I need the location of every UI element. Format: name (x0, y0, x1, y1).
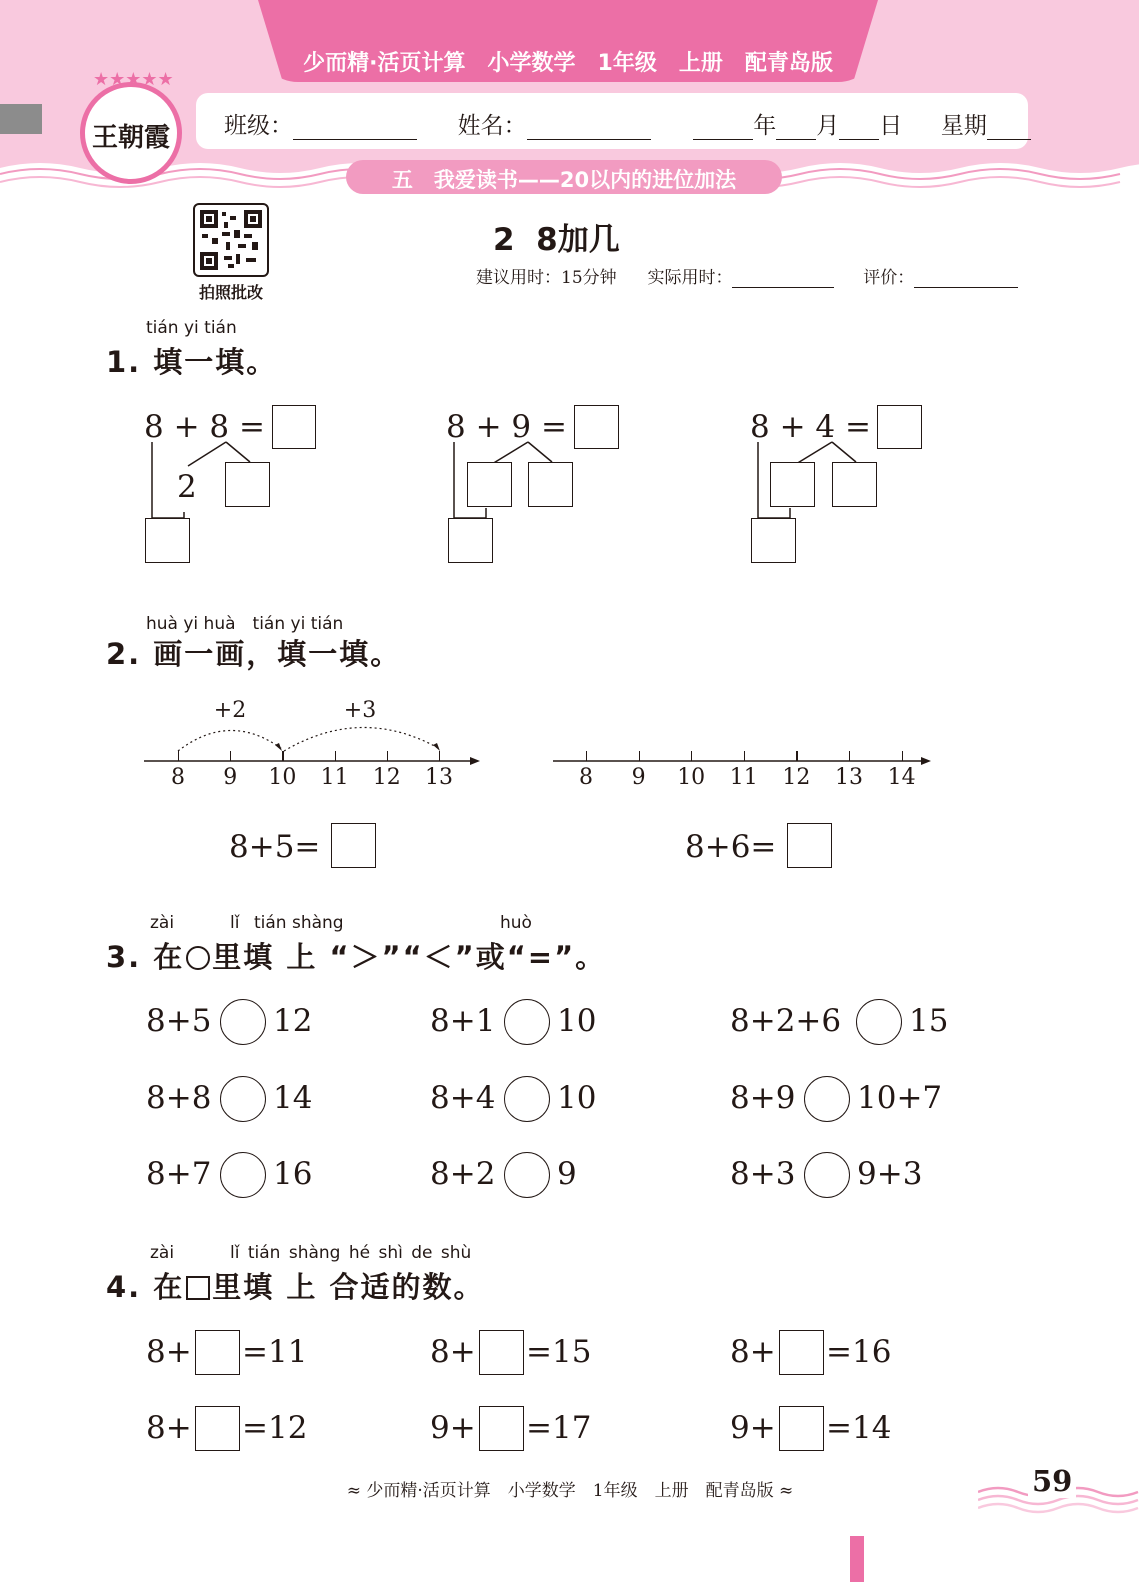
q3-compare-circle[interactable] (220, 1152, 266, 1198)
q3-right-expr: 10 (557, 1003, 597, 1039)
evaluation-label: 评价： (863, 268, 915, 288)
q1-split-box-2a[interactable] (467, 462, 512, 507)
q3-right-expr: 14 (273, 1080, 313, 1116)
q4-left-expr: 8+ (430, 1334, 476, 1370)
name-label: 姓名： (457, 113, 527, 139)
qr-caption: 拍照批改 (198, 283, 263, 302)
weekday-field[interactable] (987, 115, 1031, 140)
q2-right-tick (639, 751, 640, 761)
q3-right-expr: 12 (273, 1003, 313, 1039)
page-number: 59 (1028, 1464, 1076, 1498)
q2-left-tick (178, 751, 179, 761)
year-field[interactable] (693, 115, 753, 140)
circle-icon (186, 946, 210, 970)
q3-left-expr: 8+5 (146, 1003, 212, 1039)
q1-split-box-3b[interactable] (832, 462, 877, 507)
q3-left-expr: 8+2+6 (730, 1003, 842, 1039)
q1-answer-box-1[interactable] (272, 405, 316, 449)
q4-left-expr: 8+ (146, 1410, 192, 1446)
q1-sum-box-1[interactable] (145, 518, 190, 563)
qr-pattern (200, 210, 262, 270)
q3-compare-circle[interactable] (220, 1076, 266, 1122)
q3-pinyin-zai: zài (150, 913, 175, 933)
q3-pinyin-tianshang: tián shàng (254, 913, 344, 933)
day-label: 日 (879, 113, 903, 139)
q4-answer-box[interactable] (779, 1406, 824, 1451)
q2-right-tick-label: 10 (677, 765, 706, 790)
q4-title-b: 里填 上 合适的数。 (212, 1270, 485, 1304)
q2-right-tick (691, 751, 692, 761)
square-icon (186, 1276, 210, 1300)
q1-expr-3: 8 + 4 = (750, 409, 871, 445)
q2-right-tick (586, 751, 587, 761)
weekday-label: 星期 (940, 113, 987, 139)
q4-pinyin-zai: zài (150, 1243, 175, 1263)
q2-left-tick (387, 751, 388, 761)
q2-pinyin: huà yi huà tián yi tián (146, 614, 344, 634)
q2-jump-label-1: +2 (213, 698, 247, 723)
q2-right-tick-label: 14 (887, 765, 916, 790)
time-actual-label: 实际用时： (647, 268, 733, 288)
q3-left-expr: 8+7 (146, 1156, 212, 1192)
student-info-bar (196, 93, 1028, 149)
q1-sum-box-2[interactable] (448, 518, 493, 563)
lesson-title: 2 8加几 (493, 222, 620, 258)
q4-left-expr: 8+ (146, 1334, 192, 1370)
q2-left-expr: 8+5= (229, 829, 321, 865)
q3-compare-circle[interactable] (220, 999, 266, 1045)
q3-left-expr: 8+3 (730, 1156, 796, 1192)
q4-answer-box[interactable] (779, 1330, 824, 1375)
q3-left-expr: 8+8 (146, 1080, 212, 1116)
q2-right-answer-box[interactable] (787, 823, 832, 868)
q4-right-expr: =17 (526, 1410, 592, 1446)
gray-tab (0, 104, 42, 134)
q3-right-expr: 9+3 (857, 1156, 923, 1192)
q4-answer-box[interactable] (479, 1330, 524, 1375)
q2-left-tick-label: 10 (268, 765, 297, 790)
q3-title-a: 3. 在 (106, 940, 185, 974)
logo-stars: ★★★★★ (93, 69, 174, 90)
q2-right-tick (744, 751, 745, 761)
q1-pinyin: tián yi tián (146, 318, 237, 338)
q3-right-expr: 10+7 (857, 1080, 943, 1116)
q2-left-axis (144, 695, 484, 770)
evaluation-field[interactable] (914, 267, 1018, 288)
q1-split-box-3a[interactable] (770, 462, 815, 507)
q2-left-tick-label: 12 (372, 765, 401, 790)
q3-title-b: 里填 上 “＞”“＜”或“=”。 (212, 940, 607, 974)
q3-right-expr: 10 (557, 1080, 597, 1116)
q1-split-box-2b[interactable] (528, 462, 573, 507)
q4-answer-box[interactable] (195, 1330, 240, 1375)
q2-right-tick-label: 12 (782, 765, 811, 790)
q2-left-tick-label: 9 (223, 765, 238, 790)
q1-hint-1: 2 (177, 469, 197, 505)
q2-right-tick-label: 11 (729, 765, 758, 790)
q3-compare-circle[interactable] (804, 1152, 850, 1198)
q4-right-expr: =12 (242, 1410, 308, 1446)
q1-expr-1: 8 + 8 = (144, 409, 265, 445)
q1-title: 1. 填一填。 (106, 345, 278, 379)
class-label: 班级： (224, 113, 293, 139)
q2-left-tick (335, 751, 336, 761)
q3-title (106, 935, 606, 976)
year-label: 年 (753, 113, 777, 139)
month-field[interactable] (776, 115, 816, 140)
q3-right-expr: 9 (557, 1156, 577, 1192)
q1-answer-box-2[interactable] (574, 405, 619, 449)
q3-compare-circle[interactable] (504, 999, 550, 1045)
q4-left-expr: 9+ (730, 1410, 776, 1446)
q3-left-expr: 8+1 (430, 1003, 496, 1039)
q4-title (106, 1265, 485, 1306)
footer-text: ≈ 少而精·活页计算 小学数学 1年级 上册 配青岛版 ≈ (346, 1481, 794, 1501)
q2-right-tick-label: 8 (579, 765, 593, 790)
q3-compare-circle[interactable] (804, 1076, 850, 1122)
q3-pinyin-li: lǐ (230, 913, 240, 933)
q4-right-expr: =11 (242, 1334, 308, 1370)
q2-left-answer-box[interactable] (331, 823, 376, 868)
q3-pinyin-huo: huò (500, 913, 532, 933)
q1-expr-2: 8 + 9 = (446, 409, 567, 445)
logo-badge (80, 69, 182, 184)
q2-jump-label-2: +3 (343, 698, 377, 723)
q4-title-a: 4. 在 (106, 1270, 185, 1304)
q2-right-expr: 8+6= (685, 829, 777, 865)
q2-right-tick-label: 13 (835, 765, 863, 790)
time-actual-field[interactable] (732, 267, 834, 288)
q4-answer-box[interactable] (479, 1406, 524, 1451)
q4-left-expr: 9+ (430, 1410, 476, 1446)
q2-left-tick (230, 751, 231, 761)
q2-left-tick-label: 13 (425, 765, 453, 790)
q4-pinyin-rest: lǐ tián shàng hé shì de shù (230, 1243, 472, 1263)
q2-right-tick (902, 751, 903, 761)
name-field[interactable] (527, 115, 651, 140)
q2-left-tick-label: 11 (320, 765, 349, 790)
day-field[interactable] (839, 115, 879, 140)
q4-right-expr: =14 (826, 1410, 892, 1446)
logo-text: 王朝霞 (91, 123, 170, 153)
q1-sum-box-3[interactable] (751, 518, 796, 563)
pink-tab (850, 1536, 864, 1582)
q1-split-box-1[interactable] (225, 462, 270, 507)
unit-title: 五 我爱读书——20以内的进位加法 (391, 168, 737, 192)
q1-answer-box-3[interactable] (877, 405, 922, 449)
q2-left-tick (439, 751, 440, 761)
q2-right-tick-label: 9 (631, 765, 646, 790)
series-title: 少而精·活页计算 小学数学 1年级 上册 配青岛版 (303, 51, 833, 76)
class-field[interactable] (293, 115, 417, 140)
q4-right-expr: =16 (826, 1334, 892, 1370)
q4-right-expr: =15 (526, 1334, 592, 1370)
q3-left-expr: 8+4 (430, 1080, 496, 1116)
q3-compare-circle[interactable] (504, 1076, 550, 1122)
q3-right-expr: 16 (273, 1156, 313, 1192)
q2-right-tick (796, 751, 797, 761)
q4-left-expr: 8+ (730, 1334, 776, 1370)
q2-left-tick (282, 751, 283, 761)
q2-right-tick (849, 751, 850, 761)
q4-answer-box[interactable] (195, 1406, 240, 1451)
time-suggest: 建议用时：15分钟 (476, 268, 617, 288)
q3-compare-circle[interactable] (504, 1152, 550, 1198)
q3-compare-circle[interactable] (856, 999, 902, 1045)
q2-title: 2. 画一画，填一填。 (106, 637, 402, 671)
q3-right-expr: 15 (909, 1003, 949, 1039)
qr-code-icon[interactable] (193, 203, 269, 277)
q2-left-tick-label: 8 (171, 765, 185, 790)
month-label: 月 (816, 113, 840, 139)
q3-left-expr: 8+9 (730, 1080, 796, 1116)
q3-left-expr: 8+2 (430, 1156, 496, 1192)
